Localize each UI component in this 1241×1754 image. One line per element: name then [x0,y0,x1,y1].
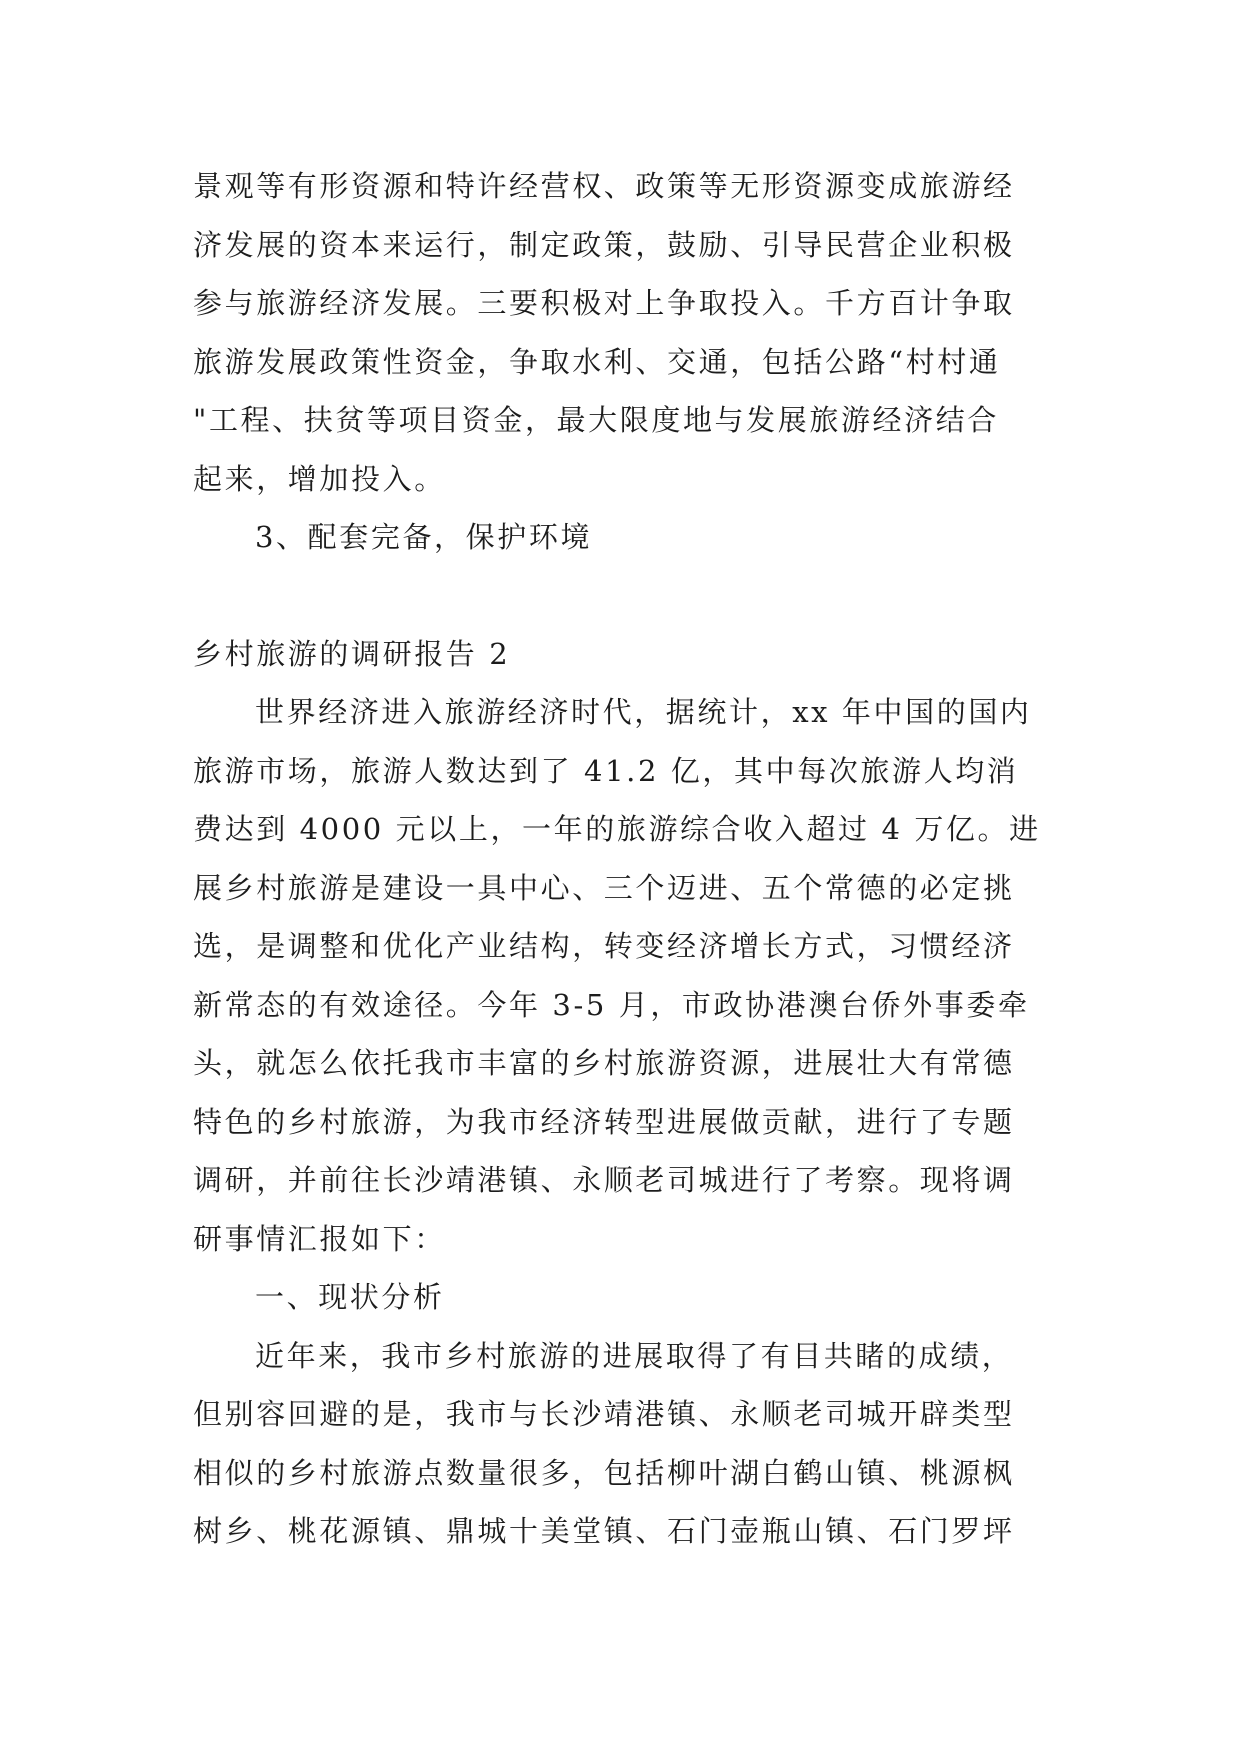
document-body [193,157,1053,1561]
paragraph-resources [193,157,1053,508]
text-line: 特色的乡村旅游，为我市经济转型进展做贡献，进行了专题 [193,1104,1015,1139]
text-line: 选，是调整和优化产业结构，转变经济增长方式，习惯经济 [193,929,1015,963]
text-line: 旅游市场，旅游人数达到了 41.2 亿，其中每次旅游人均消 [193,753,1019,788]
text-line: 头，就怎么依托我市丰富的乡村旅游资源，进展壮大有常德 [193,1046,1015,1080]
text-line: 调研，并前往长沙靖港镇、永顺老司城进行了考察。现将调 [193,1163,1015,1197]
text-line: 但别容回避的是，我市与长沙靖港镇、永顺老司城开辟类型 [193,1397,1015,1431]
text-line: 旅游发展政策性资金，争取水利、交通，包括公路“村村通 [193,344,1001,379]
paragraph-analysis [193,1327,1053,1561]
section-heading-analysis: 一、现状分析 [255,1280,445,1314]
text-line: 新常态的有效途径。今年 3-5 月，市政协港澳台侨外事委牵 [193,987,1030,1022]
text-line: 研事情汇报如下： [193,1221,446,1256]
spacer [193,567,1053,625]
paragraph-intro [193,683,1053,1268]
text-line: 近年来，我市乡村旅游的进展取得了有目共睹的成绩， [255,1338,1014,1373]
text-line: 费达到 4000 元以上，一年的旅游综合收入超过 4 万亿。进 [193,812,1041,846]
text-line: 济发展的资本来运行，制定政策，鼓励、引导民营企业积极 [193,227,1015,262]
text-line: 参与旅游经济发展。三要积极对上争取投入。千方百计争取 [193,286,1015,320]
text-line: 起来，增加投入。 [193,461,446,496]
text-line: 相似的乡村旅游点数量很多，包括柳叶湖白鹤山镇、桃源枫 [193,1455,1015,1490]
text-line: "工程、扶贫等项目资金，最大限度地与发展旅游经济结合 [193,403,999,437]
text-line: 树乡、桃花源镇、鼎城十美堂镇、石门壶瓶山镇、石门罗坪 [193,1514,1015,1548]
section-heading-3: 3、配套完备，保护环境 [255,520,593,554]
text-line: 景观等有形资源和特许经营权、政策等无形资源变成旅游经 [193,169,1015,203]
text-line: 世界经济进入旅游经济时代，据统计，xx 年中国的国内 [255,695,1032,729]
text-line: 展乡村旅游是建设一具中心、三个迈进、五个常德的必定挑 [193,870,1015,905]
report-title: 乡村旅游的调研报告 2 [193,636,511,671]
